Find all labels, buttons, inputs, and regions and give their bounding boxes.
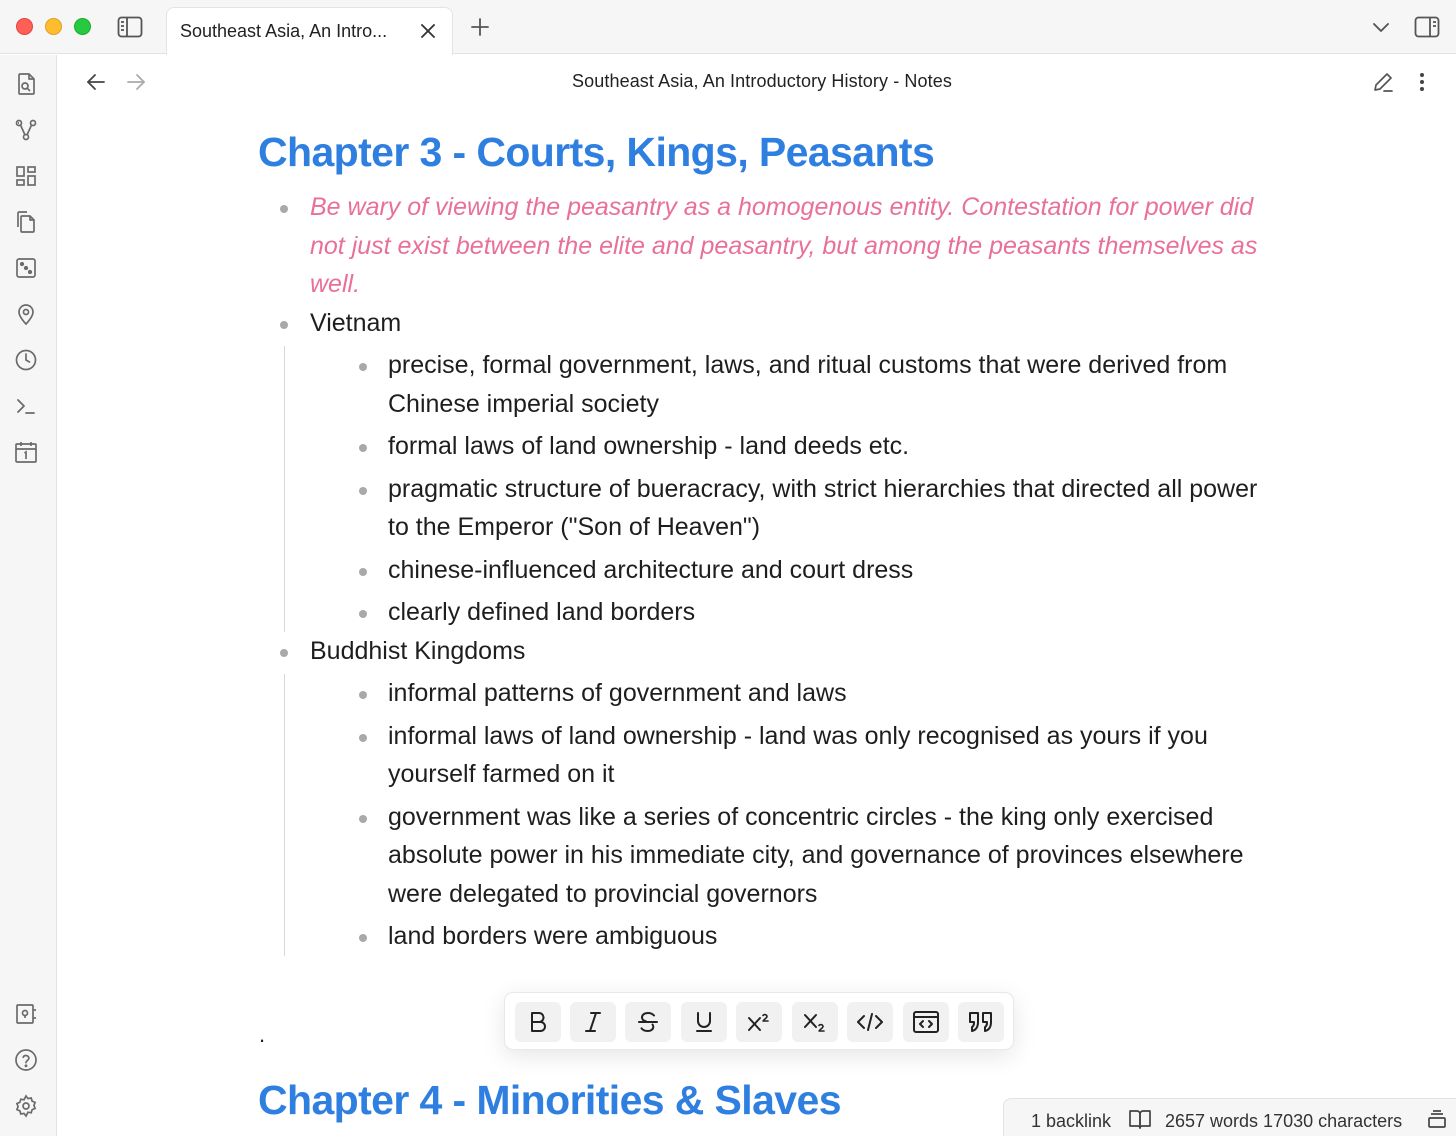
status-bar — [1003, 1098, 1456, 1136]
subscript-button[interactable] — [792, 1002, 838, 1042]
vietnam-sublist — [284, 346, 1258, 632]
templates-icon[interactable] — [12, 208, 40, 236]
canvas-icon[interactable] — [12, 162, 40, 190]
calendar-icon[interactable] — [12, 438, 40, 466]
list-item: precise, formal government, laws, and ritual customs that were derived from Chinese imperial society — [311, 346, 1258, 423]
quote-button[interactable] — [958, 1002, 1004, 1042]
graph-view-icon[interactable] — [12, 116, 40, 144]
superscript-button[interactable] — [736, 1002, 782, 1042]
quick-switcher-icon[interactable] — [12, 70, 40, 98]
inline-code-button[interactable] — [847, 1002, 893, 1042]
list-item: informal patterns of government and laws — [311, 674, 1258, 713]
tab-title: Southeast Asia, An Intro... — [180, 21, 388, 41]
strikethrough-button[interactable] — [625, 1002, 671, 1042]
navigate-forward-arrow-right-icon[interactable] — [122, 68, 150, 96]
list-item: formal laws of land ownership - land deeds etc. — [311, 427, 1258, 466]
more-options-icon[interactable] — [1408, 68, 1436, 96]
active-tab[interactable] — [166, 7, 453, 55]
reading-mode-book-icon[interactable] — [1128, 1108, 1152, 1135]
buddhist-sublist — [284, 674, 1258, 956]
maximize-window-button[interactable] — [74, 18, 91, 35]
terminal-icon[interactable] — [12, 392, 40, 420]
chapter-3-list — [258, 188, 1258, 956]
close-window-button[interactable] — [16, 18, 33, 35]
list-item-intro-note: Be wary of viewing the peasantry as a homogenous entity. Contestation for power did not just exist between the elite and peasantry, but among the peasants themselves as well. — [258, 188, 1258, 304]
list-item: government was like a series of concentric circles - the king only exercised absolute power in his immediate city, and governance of provinces elsewhere were delegated to provincial governors — [311, 798, 1258, 914]
vault-icon[interactable] — [12, 1000, 40, 1028]
list-item: land borders were ambiguous — [311, 917, 1258, 956]
stray-dot-text: . — [259, 1022, 266, 1047]
italic-button[interactable] — [570, 1002, 616, 1042]
list-item-buddhist-kingdoms — [258, 632, 1258, 956]
sync-status-icon[interactable] — [1427, 1109, 1447, 1134]
list-item-label: Buddhist Kingdoms — [310, 636, 526, 665]
list-item-label: Vietnam — [310, 308, 402, 337]
document-title: Southeast Asia, An Introductory History - Notes — [572, 71, 952, 91]
random-note-icon[interactable] — [12, 254, 40, 282]
list-item: informal laws of land ownership - land was only recognised as yours if you yourself farmed on it — [311, 717, 1258, 794]
note-content[interactable] — [258, 120, 1258, 956]
clock-icon[interactable] — [12, 346, 40, 374]
list-item-vietnam — [258, 304, 1258, 632]
close-tab-icon[interactable] — [416, 19, 440, 43]
new-tab-icon[interactable] — [468, 15, 492, 39]
word-character-count: 2657 words 17030 characters — [1165, 1111, 1403, 1131]
minimize-window-button[interactable] — [45, 18, 62, 35]
edit-mode-pencil-icon[interactable] — [1369, 68, 1397, 96]
navigate-back-arrow-left-icon[interactable] — [82, 68, 110, 96]
settings-icon[interactable] — [12, 1092, 40, 1120]
list-item: clearly defined land borders — [311, 593, 1258, 632]
title-bar — [0, 0, 1456, 54]
underline-button[interactable] — [681, 1002, 727, 1042]
bold-button[interactable] — [515, 1002, 561, 1042]
backlink-count[interactable]: 1 backlink — [1031, 1111, 1112, 1131]
chapter-3-heading: Chapter 3 - Courts, Kings, Peasants — [258, 129, 935, 175]
help-icon[interactable] — [12, 1046, 40, 1074]
toggle-right-sidebar-icon[interactable] — [1413, 14, 1441, 40]
code-block-button[interactable] — [903, 1002, 949, 1042]
toggle-left-sidebar-icon[interactable] — [116, 14, 144, 40]
chapter-4-heading: Chapter 4 - Minorities & Slaves — [258, 1077, 841, 1123]
tab-list-chevron-down-icon[interactable] — [1368, 15, 1394, 39]
left-ribbon — [0, 55, 57, 1136]
list-item: chinese-influenced architecture and court dress — [311, 551, 1258, 590]
formatting-toolbar — [504, 992, 1014, 1050]
list-item: pragmatic structure of bueracracy, with strict hierarchies that directed all power to the Emperor ("Son of Heaven") — [311, 470, 1258, 547]
map-pin-icon[interactable] — [12, 300, 40, 328]
